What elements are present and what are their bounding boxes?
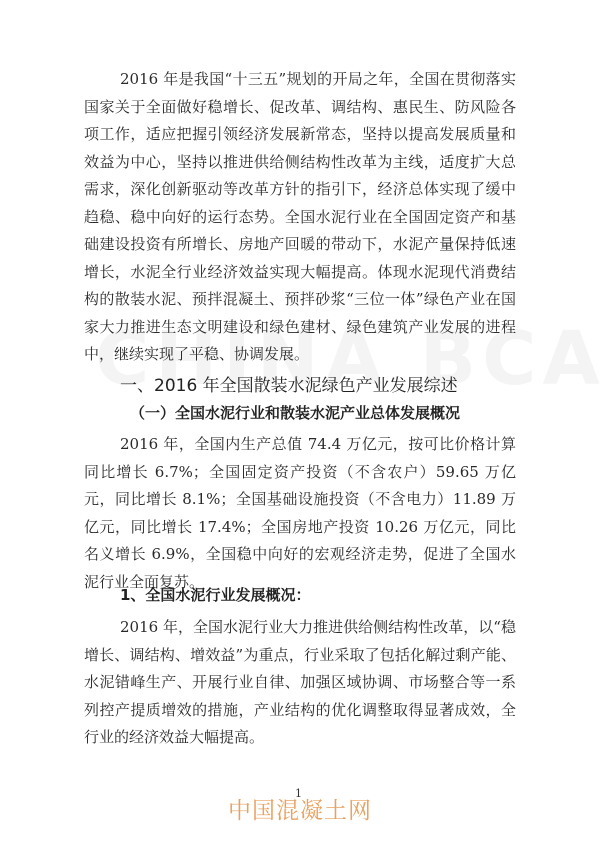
subsection-heading: （一）全国水泥行业和散装水泥产业总体发展概况 <box>130 404 461 422</box>
industry-paragraph: 2016 年，全国水泥行业大力推进供给侧结构性改革，以“稳增长、调结构、增效益”为重点，行业采取了包括化解过剩产能、水泥错峰生产、开展行业自律、加强区域协调、市场整合等一系列控产提质增效的措施，产业结构的优化调整取得显著成效，全行业的经济效益大幅提高。 <box>84 618 516 746</box>
intro-paragraph: 2016 年是我国“十三五”规划的开局之年，全国在贯彻落实国家关于全面做好稳增长、促改革、调结构、惠民生、防风险各项工作，适应把握引领经济发展新常态，坚持以提高发展质量和效益为中心，坚持以推进供给侧结构性改革为主线，适度扩大总需求，深化创新驱动等改革方针的指引下，经济总体实现了缓中趋稳、稳中向好的运行态势。全国水泥行业在全国固定资产和基础建设投资有所增长、房地产回暖的带动下，水泥产量保持低速增长，水泥全行业经济效益实现大幅提高。体现水泥现代消费结构的散装水泥、预拌混凝土、预拌砂浆“三位一体”绿色产业在国家大力推进生态文明建设和绿色建材、绿色建筑产业发展的进程中，继续实现了平稳、协调发展。 <box>84 70 516 363</box>
page-number: 1 <box>295 787 302 800</box>
macro-economy-paragraph: 2016 年，全国内生产总值 74.4 万亿元，按可比价格计算同比增长 6.7%；全国固定资产投资（不含农户）59.65 万亿元，同比增长 8.1%；全国基础设施投资（不含电力）11.89 万亿元，同比增长 17.4%；全国房地产投资 10.26 万亿元，同比名义增长 6.9%，全国稳中向好的宏观经济走势，促进了全国水泥行业全面复苏。 <box>84 435 516 591</box>
item-heading: 1、全国水泥行业发展概况： <box>120 586 311 604</box>
section-heading: 一、2016 年全国散装水泥绿色产业发展综述 <box>120 376 458 396</box>
footer-logo: 中国混凝土网 <box>228 798 372 824</box>
